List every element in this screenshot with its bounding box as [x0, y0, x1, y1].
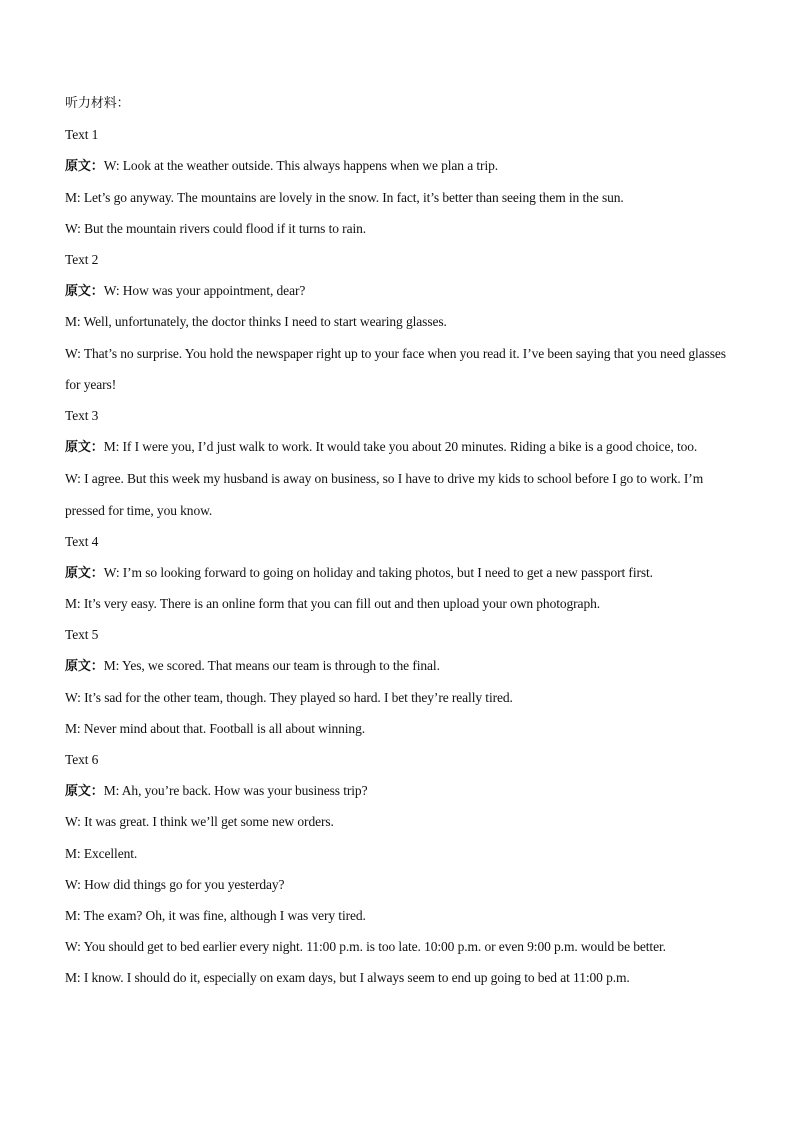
dialogue-text: W: Look at the weather outside. This always happens when we plan a trip.: [103, 158, 499, 174]
dialogue-line: W: That’s no surprise. You hold the newspaper right up to your face when you read it. I’ve been saying that you need glasses for years!: [65, 345, 726, 392]
dialogue-line: M: I know. I should do it, especially on exam days, but I always seem to end up going to bed at 11:00 p.m.: [65, 970, 630, 986]
dialogue-line: [65, 275, 730, 306]
dialogue-line: M: Never mind about that. Football is all about winning.: [65, 720, 365, 736]
dialogue-line: W: But the mountain rivers could flood if it turns to rain.: [65, 220, 367, 236]
source-label: 原文：: [65, 565, 104, 581]
dialogue-text: W: I’m so looking forward to going on holiday and taking photos, but I need to get a new passport first.: [103, 564, 653, 580]
dialogue-text: M: Ah, you’re back. How was your business trip?: [103, 783, 368, 799]
text-title: Text 5: [65, 627, 99, 643]
source-label: 原文：: [65, 284, 104, 300]
dialogue-line: [65, 775, 730, 806]
dialogue-text: M: If I were you, I’d just walk to work. It would take you about 20 minutes. Riding a bike is a good choice, too.: [103, 439, 698, 455]
dialogue-text: M: Yes, we scored. That means our team is through to the final.: [103, 658, 440, 674]
dialogue-text: W: How was your appointment, dear?: [103, 283, 306, 299]
dialogue-line: W: How did things go for you yesterday?: [65, 876, 285, 892]
dialogue-line: [65, 650, 730, 681]
text-title: Text 1: [65, 127, 99, 143]
dialogue-line: M: Let’s go anyway. The mountains are lovely in the snow. In fact, it’s better than seeing them in the sun.: [65, 189, 624, 205]
dialogue-line: M: The exam? Oh, it was fine, although I was very tired.: [65, 907, 366, 923]
dialogue-line: W: It’s sad for the other team, though. They played so hard. I bet they’re really tired.: [65, 689, 513, 705]
dialogue-line: M: Well, unfortunately, the doctor thinks I need to start wearing glasses.: [65, 314, 447, 330]
dialogue-line: M: Excellent.: [65, 845, 138, 861]
source-label: 原文：: [65, 659, 104, 675]
dialogue-line: W: I agree. But this week my husband is away on business, so I have to drive my kids to school before I go to work. I’m pressed for time, you know.: [65, 471, 704, 518]
dialogue-line: W: It was great. I think we’ll get some new orders.: [65, 814, 334, 830]
dialogue-line: W: You should get to bed earlier every night. 11:00 p.m. is too late. 10:00 p.m. or even 9:00 p.m. would be better.: [65, 939, 666, 955]
dialogue-line: [65, 557, 730, 588]
text-title: Text 3: [65, 407, 99, 423]
dialogue-line: M: It’s very easy. There is an online form that you can fill out and then upload your own photograph.: [65, 596, 601, 612]
source-label: 原文：: [65, 784, 104, 800]
text-title: Text 6: [65, 752, 99, 768]
text-title: Text 4: [65, 533, 99, 549]
dialogue-line: [65, 431, 730, 463]
source-label: 原文：: [65, 159, 104, 175]
source-label: 原文：: [65, 440, 104, 456]
section-heading: 听力材料：: [65, 96, 130, 111]
text-title: Text 2: [65, 251, 99, 267]
dialogue-line: [65, 150, 730, 181]
listening-material: [65, 88, 730, 994]
